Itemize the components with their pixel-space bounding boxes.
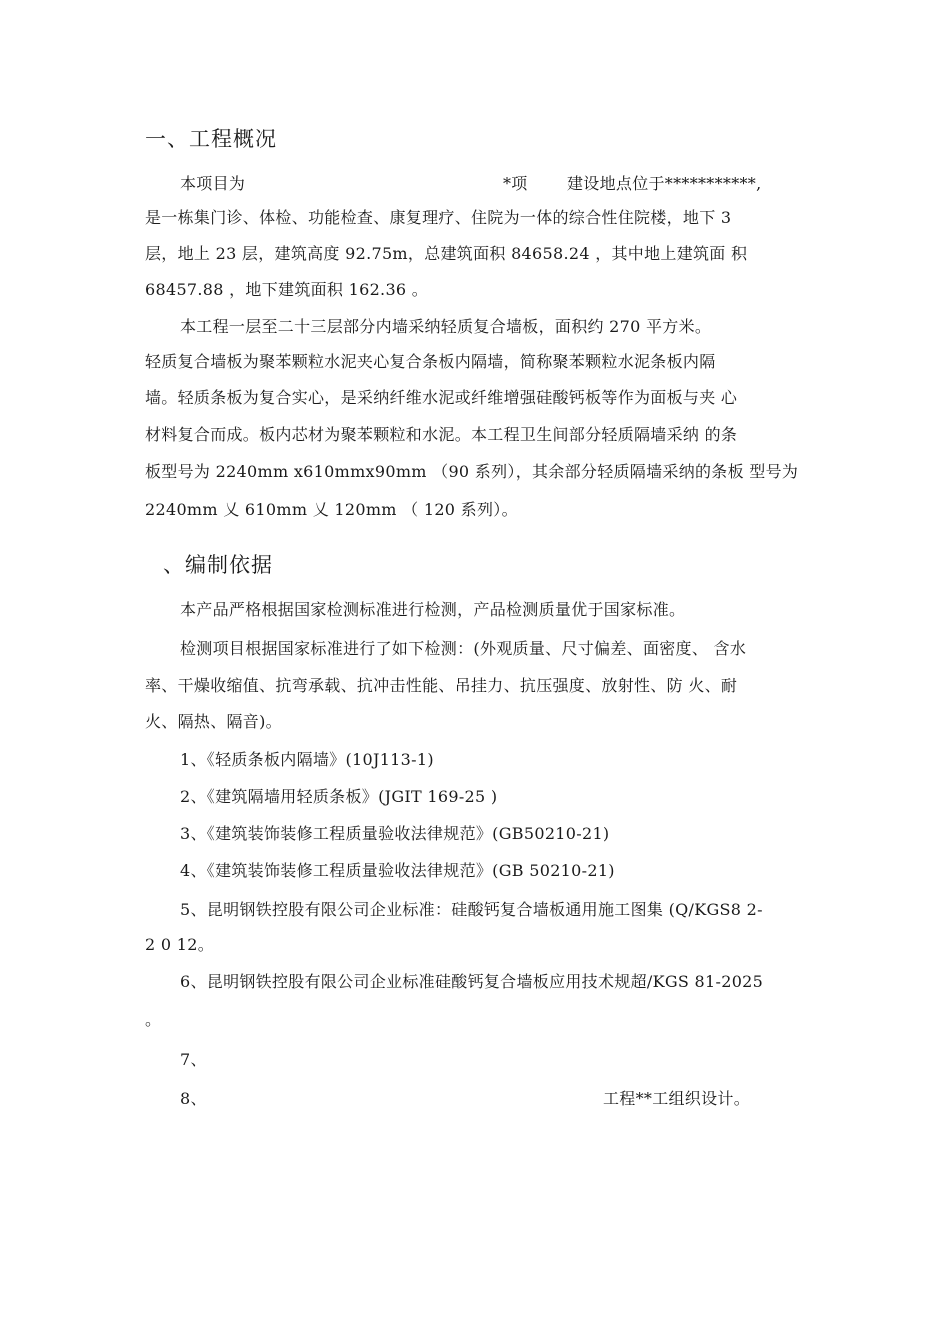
list-item: 3、《建筑装饰装修工程质量验收法律规范》(GB50210-21) [180, 824, 610, 843]
paragraph-text: 率、干燥收缩值、抗弯承载、抗冲击性能、吊挂力、抗压强度、放射性、防 火、耐 [145, 676, 738, 695]
list-item: 工程**工组织设计。 [603, 1089, 751, 1108]
list-item: 。 [145, 1010, 162, 1029]
paragraph-text: 是一栋集门诊、体检、功能检查、康复理疗、住院为一体的综合性住院楼，地下 3 [145, 208, 732, 227]
list-item: 2 0 12。 [145, 935, 214, 954]
section-heading-compilation-basis: 、编制依据 [163, 553, 273, 577]
list-item: 6、昆明钢铁控股有限公司企业标准硅酸钙复合墙板应用技术规超/KGS 81-2025 [180, 972, 764, 991]
paragraph-text: 2240mm 乂 610mm 乂 120mm （ 120 系列）。 [145, 500, 518, 519]
paragraph-text: *项 [503, 174, 528, 193]
paragraph-text: 板型号为 2240mm x610mmx90mm （90 系列），其余部分轻质隔墙采纳的条板 型号为 [145, 462, 799, 481]
list-item: 7、 [180, 1050, 207, 1069]
paragraph-text: 68457.88 ，地下建筑面积 162.36 。 [145, 280, 429, 299]
paragraph-text: 材料复合而成。板内芯材为聚苯颗粒和水泥。本工程卫生间部分轻质隔墙采纳 的条 [145, 425, 738, 444]
paragraph-text: 建设地点位于***********, [567, 174, 762, 193]
paragraph-text: 本工程一层至二十三层部分内墙采纳轻质复合墙板，面积约 270 平方米。 [180, 317, 712, 336]
paragraph-text: 墙。轻质条板为复合实心，是采纳纤维水泥或纤维增强硅酸钙板等作为面板与夹 心 [145, 388, 738, 407]
list-item: 5、昆明钢铁控股有限公司企业标准：硅酸钙复合墙板通用施工图集 (Q/KGS8 2- [180, 900, 763, 919]
paragraph-text: 层，地上 23 层，建筑高度 92.75m，总建筑面积 84658.24 ，其中地上建筑面 积 [145, 244, 748, 263]
paragraph-text: 检测项目根据国家标准进行了如下检测：(外观质量、尺寸偏差、面密度、 含水 [180, 639, 747, 658]
list-item: 1、《轻质条板内隔墙》(10J113-1) [180, 750, 434, 769]
list-item: 8、 [180, 1089, 207, 1108]
paragraph-text: 本项目为 [180, 174, 246, 193]
list-item: 2、《建筑隔墙用轻质条板》(JGIT 169-25 ) [180, 787, 498, 806]
section-heading-project-overview: 一、工程概况 [145, 127, 277, 151]
paragraph-text: 本产品严格根据国家检测标准进行检测，产品检测质量优于国家标准。 [180, 600, 686, 619]
paragraph-text: 轻质复合墙板为聚苯颗粒水泥夹心复合条板内隔墙，简称聚苯颗粒水泥条板内隔 [145, 352, 716, 371]
paragraph-text: 火、隔热、隔音)。 [145, 712, 282, 731]
list-item: 4、《建筑装饰装修工程质量验收法律规范》(GB 50210-21) [180, 861, 615, 880]
